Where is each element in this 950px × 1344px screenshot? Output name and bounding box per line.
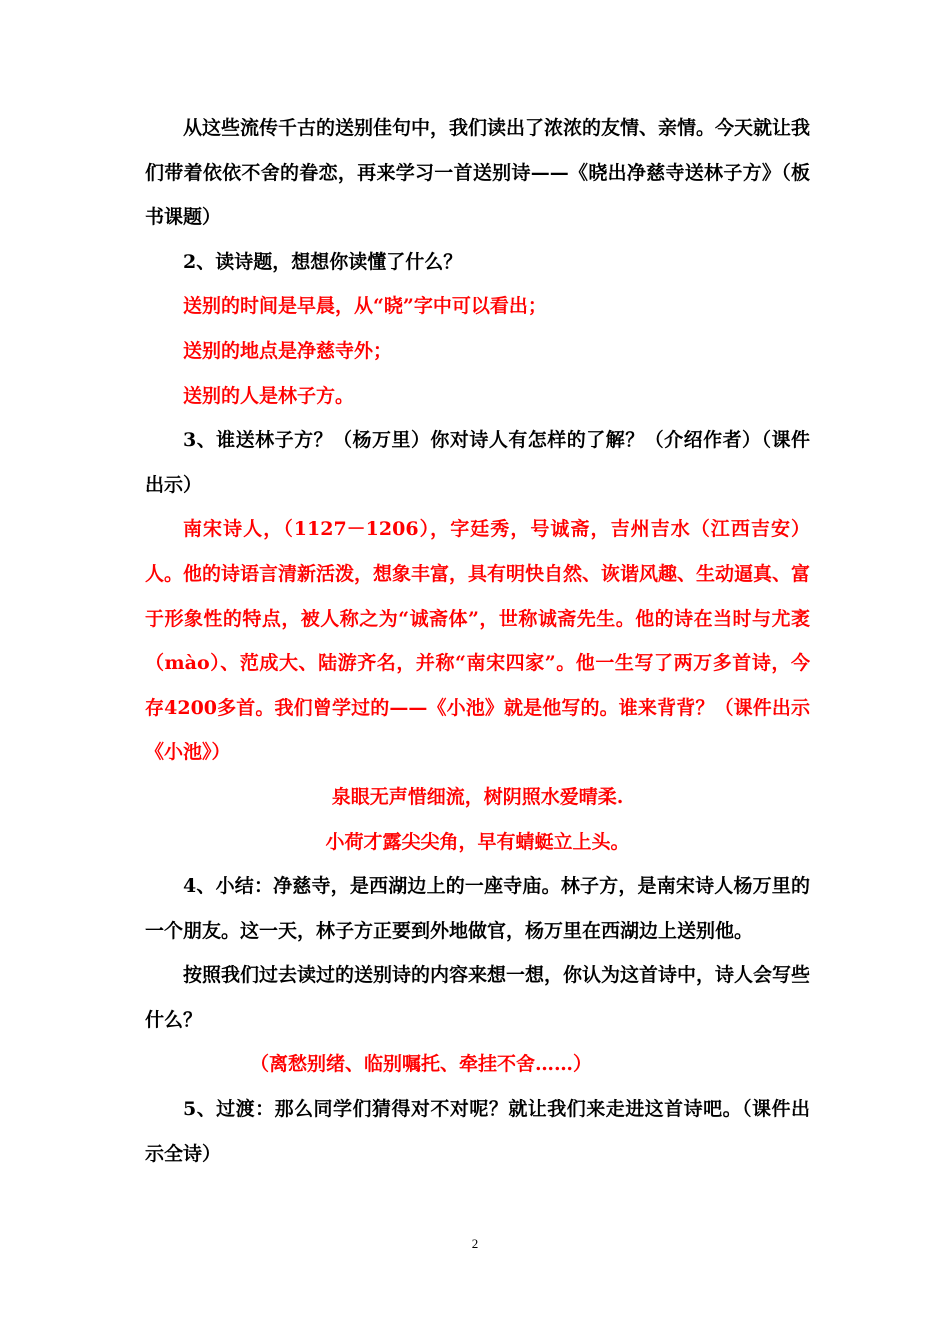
answer-place: 送别的地点是净慈寺外； xyxy=(183,339,393,362)
paragraph-step-2: 2、读诗题，想想你读懂了什么？ xyxy=(183,250,463,273)
document-body xyxy=(145,106,810,1176)
poem-line-2: 小荷才露尖尖角，早有蜻蜓立上头。 xyxy=(325,830,630,853)
poem-line-1: 泉眼无声惜细流，树阴照水爱晴柔. xyxy=(331,785,624,808)
paragraph-intro: 从这些流传千古的送别佳句中，我们读出了浓浓的友情、亲情。今天就让我们带着依依不舍的眷恋，再来学习一首送别诗——《晓出净慈寺送林子方》（板书课题） xyxy=(145,117,811,229)
page-number: 2 xyxy=(471,1236,479,1251)
paragraph-question: 按照我们过去读过的送别诗的内容来想一想，你认为这首诗中，诗人会写些什么？ xyxy=(145,964,811,1031)
paragraph-step-4: 4、小结：净慈寺，是西湖边上的一座寺庙。林子方，是南宋诗人杨万里的一个朋友。这一天，林子方正要到外地做官，杨万里在西湖边上送别他。 xyxy=(145,875,810,942)
paragraph-step-5: 5、过渡：那么同学们猜得对不对呢？就让我们来走进这首诗吧。（课件出示全诗） xyxy=(145,1098,810,1165)
answer-time: 送别的时间是早晨，从“晓”字中可以看出； xyxy=(183,295,547,318)
answer-person: 送别的人是林子方。 xyxy=(183,384,355,407)
question-answer: （离愁别绪、临别嘱托、牵挂不舍……） xyxy=(250,1053,593,1076)
paragraph-step-3: 3、谁送林子方？（杨万里）你对诗人有怎样的了解？（介绍作者）（课件出示） xyxy=(145,429,810,496)
author-introduction: 南宋诗人，（1127－1206），字廷秀，号诚斋，吉州吉水（江西吉安）人。他的诗语言清新活泼，想象丰富，具有明快自然、诙谐风趣、生动逼真、富于形象性的特点，被人称之为“诚斋体”，世称诚斋先生。他的诗在当时与尤袤（mào）、范成大、陆游齐名，并称“南宋四家”。他一生写了两万多首诗，今存4200多首。我们曾学过的——《小池》就是他写的。谁来背背？（课件出示《小池》） xyxy=(145,518,811,764)
